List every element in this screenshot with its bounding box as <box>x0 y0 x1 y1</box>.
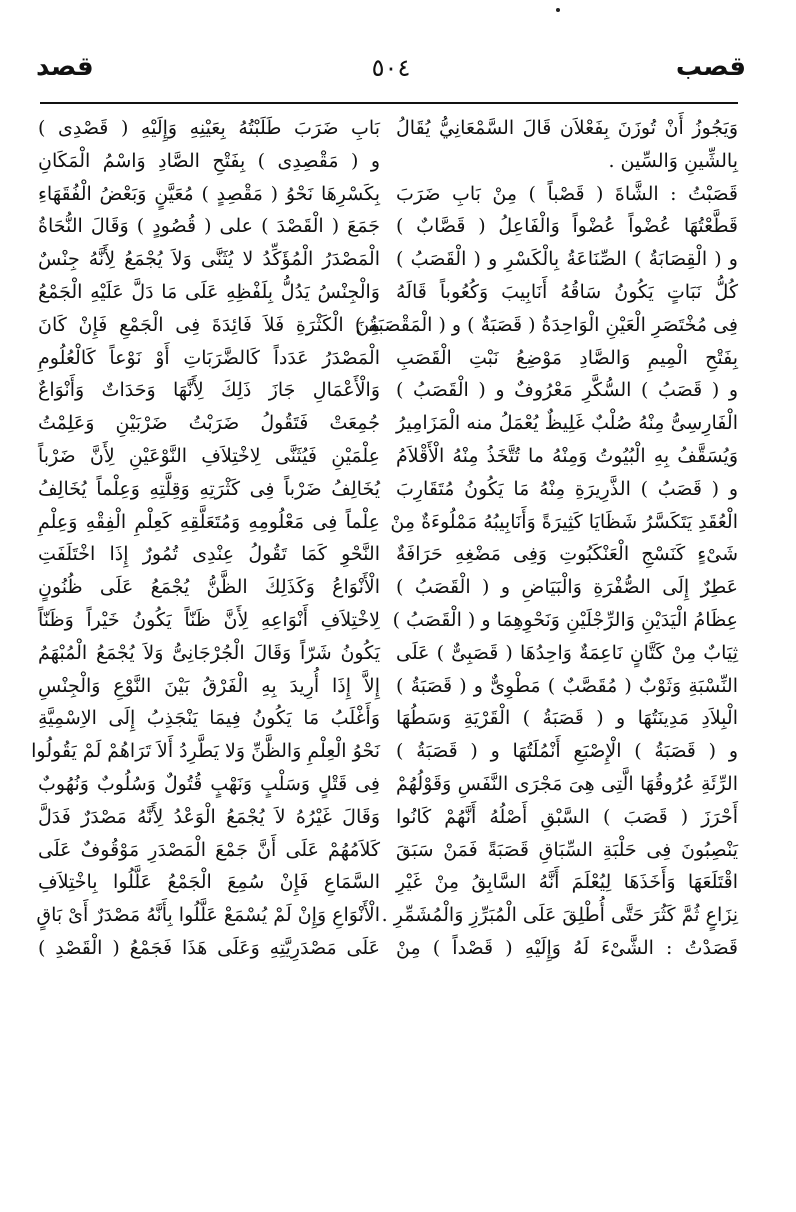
text-line: نِزَاعٍ ثُمَّ كَثُرَ حَتَّى أُطْلِقَ عَلَى الْمُبَرِّزِ وَالْمُشَمِّرِ . <box>381 904 738 927</box>
text-line: وَالْجِنْسُ يَدُلُّ بِلَفْظِهِ عَلَى مَا دَلَّ عَلَيْهِ الْجَمْعُ <box>38 280 380 303</box>
text-line: الرِّئَةِ عُرُوقُهَا الَّتِى هِىَ مَجْرَى النَّفَسِ وَقَوْلُهُمْ <box>396 772 738 795</box>
text-line: عَطِرٌ إِلَى الصُّفْرَةِ وَالْبَيَاضِ و ( الْقَصَبُ ) <box>396 576 738 599</box>
text-line: قَصَدْتُ : الشَّىْءَ لَهُ وَإِلَيْهِ ( قَصْداً ) مِنْ <box>396 936 738 959</box>
right-text-column <box>354 112 738 965</box>
text-line: جَمَعَ ( الْقَصْدَ ) على ( قُصُودٍ ) وَقَالَ النُّحَاةُ <box>38 215 380 238</box>
text-line: و ( قَصَبُ ) الذَّرِيرَةِ مِنْهُ مَا يَكُونُ مُتَقَارِبَ <box>396 477 738 500</box>
text-line: و ( قَصَبَةُ ) الْإِصْبَعِ أَنْمُلَتُهَا و ( قَصَبَةُ ) <box>396 740 738 763</box>
text-line: جُمِعَتْ فَتَقُولُ ضَرَبْتُ ضَرْبَيْنِ وَعَلِمْتُ <box>38 412 380 435</box>
text-line: عِظَامُ الْيَدَيْنِ وَالرِّجْلَيْنِ وَنَحْوِهِمَا و ( الْقَصَبُ ) <box>392 608 738 631</box>
left-text-column <box>31 112 380 965</box>
text-line: عَلَى مَصْدَرِيَّتِهِ وَعَلَى هَذَا فَجَمْعُ ( الْقَصْدِ ) <box>38 936 380 959</box>
text-line: عِلْماً فِى مَعْلُومِهِ وَمُتَعَلَّقِهِ كَعِلْمِ الْفِقْهِ وَعِلْمِ <box>38 510 380 533</box>
page-header <box>36 52 746 92</box>
text-line: السَّمَاعِ فَإِنْ سُمِعَ الْجَمْعُ عَلَّلُوا بِاخْتِلاَفِ <box>38 871 380 894</box>
text-line: الْأَنْوَاعِ وَإِنْ لَمْ يُسْمَعْ عَلَّلُوا بِأَنَّهُ مَصْدَرٌ أَىْ بَاقٍ <box>36 904 380 927</box>
text-line: بِكَسْرِهَا نَحْوُ ( مَقْصِدٍ ) مُعَيَّنٍ وَبَعْضُ الْفُقَهَاءِ <box>38 182 380 205</box>
text-line: فِى مُخْتَصَرِ الْعَيْنِ الْوَاحِدَةُ ( قَصَبَةٌ ) و ( الْمَقْصَبَةُ ) <box>354 313 738 336</box>
text-line: الْمَصْدَرُ عَدَداً كَالضَّرَبَاتِ أَوْ نَوْعاً كَالْعُلُومِ <box>38 346 380 369</box>
text-line: قَصَبْتُ : الشَّاةَ ( قَصْباً ) مِنْ بَابِ ضَرَبَ <box>396 182 738 205</box>
text-line: فِى قَتْلٍ وَسَلْبٍ وَنَهْبٍ قُتُولٌ وَسُلُوبٌ وَنُهُوبٌ <box>38 772 380 795</box>
ink-speck <box>556 8 560 12</box>
text-line: بِالشِّينِ وَالسِّين . <box>608 149 738 172</box>
text-line: مِنَ الْكَثْرَةِ فَلاَ فَائِدَةَ فِى الْجَمْعِ فَإِنْ كَانَ <box>38 313 380 336</box>
text-line: الْعُقَدِ يَتَكَسَّرُ شَظَايَا كَثِيرَةً وَأَنَابِيبُهُ مَمْلُوءَةٌ مِنْ <box>390 510 738 533</box>
text-line: وَقَالَ غَيْرُهُ لاَ يُجْمَعُ الْوَعْدُ لِأَنَّهُ مَصْدَرٌ فَدَلَّ <box>38 805 380 828</box>
header-entry-word-right: قصب <box>675 52 746 82</box>
page-number: ٥٠٤ <box>371 54 411 82</box>
text-line: و ( الْقِصَابَةُ ) الصِّنَاعَةُ بِالْكَسْرِ و ( الْقَصَبُ ) <box>396 248 738 271</box>
text-line: وَالْأَعْمَالِ جَازَ ذَلِكَ لِأَنَّهَا وَحَدَاتٌ وَأَنْوَاعٌ <box>38 379 380 402</box>
text-line: وَيَجُوزُ أَنْ تُوزَنَ بِفَعْلاَن قَالَ السَّمْعَانِيُّ يُقَالُ <box>396 117 738 139</box>
header-entry-word-left: قصد <box>36 52 94 82</box>
header-rule <box>40 102 738 104</box>
text-line: الْبِلاَدِ مَدِينَتُهَا و ( قَصَبَةُ ) الْقَرْيَةِ وَسَطُهَا <box>396 707 738 730</box>
text-line: اقْتَلَعَهَا وَأَخَذَهَا لِيُعْلَمَ أَنَّهُ السَّابِقُ مِنْ غَيْرِ <box>396 871 738 894</box>
text-line: النِّسْبَةِ وَثَوْبٌ ( مُقَصَّبٌ ) مَطْوِىٌّ و ( قَصَبَةُ ) <box>396 674 738 697</box>
text-line: يَكُونُ شَرّاً وَقَالَ الْجُرْجَانِىُّ وَلاَ يُجْمَعُ الْمُبْهَمُ <box>38 641 380 664</box>
text-line: الْمَصْدَرُ الْمُؤَكِّدُ لا يُثَنَّى وَلاَ يُجْمَعُ لِأَنَّهُ جِنْسٌ <box>38 248 380 271</box>
text-line: الْفَارِسِىُّ مِنْهُ صُلْبٌ غَلِيظٌ يُعْمَلُ منه الْمَزَامِيرُ <box>396 412 738 435</box>
text-line: يَنْصِبُونَ فِى حَلْبَةِ السِّبَاقِ قَصَبَةً فَمَنْ سَبَقَ <box>396 838 738 861</box>
text-line: نَحْوُ الْعِلْمِ وَالظَّنِّ وَلا يَطَّرِدُ أَلاَ تَرَاهُمْ لَمْ يَقُولُوا <box>31 740 380 763</box>
text-line: عِلْمَيْنِ فَيُثَنَّى لِاخْتِلاَفِ النَّوْعَيْنِ لِأَنَّ ضَرْباً <box>38 444 380 467</box>
text-line: و ( مَقْصِدِى ) بِفَتْحِ الصَّادِ وَاسْمُ الْمَكَانِ <box>38 149 380 172</box>
text-line: وَيُسَقَّفُ بِهِ الْبُيُوتُ وَمِنْهُ ما تُتَّخَذُ مِنْهُ الْأَقْلاَمُ <box>396 444 738 467</box>
text-line: لِاخْتِلاَفِ أَنْوَاعِهِ لِأَنَّ ظَنّاً يَكُونُ خَيْراً وَظَنّاً <box>38 608 380 631</box>
text-line: أَحْرَزَ ( قَصَبَ ) السَّبْقِ أَصْلُهُ أَنَّهُمْ كَانُوا <box>396 805 738 828</box>
text-line: وَأَغْلَبُ مَا يَكُونُ فِيمَا يَنْجَذِبُ إِلَى الاِسْمِيَّةِ <box>38 707 380 730</box>
text-line: و ( قَصَبُ ) السُّكَّرِ مَعْرُوفٌ و ( الْقَصَبُ ) <box>396 379 738 402</box>
text-line: شَىْءٍ كَنَسْجِ الْعَنْكَبُوتِ وَفِى مَضْغِهِ حَرَافَةٌ <box>396 543 738 566</box>
text-line: قَطَّعْتُهَا عُضْواً عُضْواً وَالْفَاعِلُ ( قَصَّابٌ ) <box>396 215 738 238</box>
text-line: كَلاَمُهُمْ عَلَى أَنَّ جَمْعَ الْمَصْدَرِ مَوْقُوفٌ عَلَى <box>38 838 380 861</box>
text-line: الْأَنْوَاعُ وَكَذَلِكَ الظَّنُّ يُجْمَعُ عَلَى ظُنُونٍ <box>38 576 380 599</box>
text-line: النَّحْوِ كَمَا تَقُولُ عِنْدِى تُمُورٌ إِذَا اخْتَلَفَتِ <box>38 543 380 566</box>
text-line: ثِيَابٌ مِنْ كَتَّانٍ نَاعِمَةٌ وَاحِدُهَا ( قَصَبِىٌّ ) عَلَى <box>396 641 738 664</box>
text-line: إِلاَّ إِذَا أُرِيدَ بِهِ الْفَرْقُ بَيْنَ النَّوْعِ وَالْجِنْسِ <box>38 674 380 697</box>
text-line: بَابِ ضَرَبَ طَلَبْتُهُ بِعَيْنِهِ وَإِلَيْهِ ( قَصْدِى ) <box>38 117 380 139</box>
text-line: كُلُّ نَبَاتٍ يَكُونُ سَاقُهُ أَنَابِيبَ وَكُعُوباً قَالَهُ <box>396 280 738 303</box>
text-line: يُخَالِفُ ضَرْباً فِى كَثْرَتِهِ وَقِلَّتِهِ وَعِلْماً يُخَالِفُ <box>38 477 380 500</box>
text-line: بِفَتْحِ الْمِيمِ وَالصَّادِ مَوْضِعُ نَبْتِ الْقَصَبِ <box>396 346 738 369</box>
